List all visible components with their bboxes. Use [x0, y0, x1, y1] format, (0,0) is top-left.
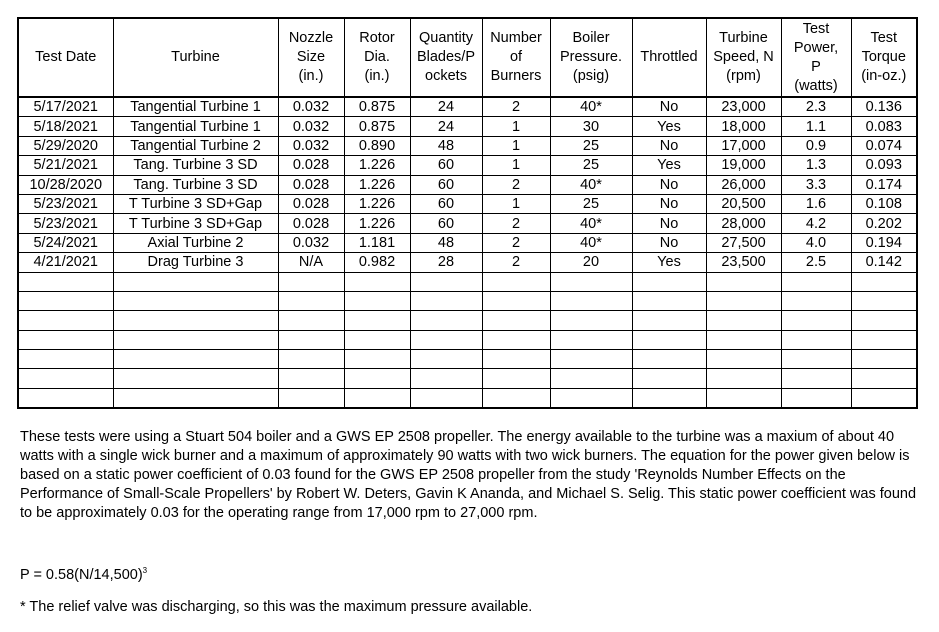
empty-cell [851, 330, 917, 349]
table-cell: 60 [410, 194, 482, 213]
column-header-line: Blades/P [416, 49, 476, 65]
empty-cell [781, 291, 851, 310]
table-cell: 28,000 [706, 214, 781, 233]
column-header-line: Pressure. [559, 49, 623, 65]
empty-cell [18, 350, 113, 369]
table-cell: 20 [550, 253, 632, 272]
table-cell: 0.083 [851, 117, 917, 136]
empty-table-row [18, 291, 917, 310]
table-cell: 25 [550, 136, 632, 155]
table-cell: Tangential Turbine 1 [113, 117, 278, 136]
column-header-line: Test [802, 20, 830, 37]
empty-cell [482, 291, 550, 310]
table-cell: 0.875 [344, 97, 410, 117]
table-row [18, 117, 917, 136]
table-cell: Tangential Turbine 2 [113, 136, 278, 155]
empty-cell [278, 388, 344, 408]
empty-cell [278, 330, 344, 349]
table-cell: 60 [410, 175, 482, 194]
column-header-line: (in.) [364, 68, 390, 84]
table-row [18, 156, 917, 175]
table-cell: 0.032 [278, 136, 344, 155]
empty-cell [550, 291, 632, 310]
table-cell: N/A [278, 253, 344, 272]
empty-cell [278, 291, 344, 310]
empty-cell [781, 272, 851, 291]
column-header-line: Speed, N [713, 49, 774, 65]
table-cell: Drag Turbine 3 [113, 253, 278, 272]
column-header-line: Dia. [364, 49, 390, 65]
notes-paragraph: These tests were using a Stuart 504 boiler and a GWS EP 2508 propeller. The energy available to the turbine was a maxium of about 40 watts with a single wick burner and a maximum of approximately 90 watts with two wick burners. The equation for the power given below is based on a static power coefficient of 0.03 found for the GWS EP 2508 propeller from the study 'Reynolds Number Effects on the Performance of Small-Scale Propellers' by Robert W. Deters, Gavin K Ananda, and Michael S. Selig. This static power coefficient was found to be approximately 0.03 for the operating range from 17,000 rpm to 27,000 rpm. [20, 429, 917, 521]
empty-cell [482, 311, 550, 330]
column-header [278, 18, 344, 97]
table-cell: Yes [632, 117, 706, 136]
table-cell: 24 [410, 117, 482, 136]
empty-cell [113, 311, 278, 330]
table-cell: 2 [482, 214, 550, 233]
table-cell: 5/18/2021 [18, 117, 113, 136]
column-header-line: Test [870, 30, 898, 46]
table-cell: 27,500 [706, 233, 781, 252]
empty-cell [278, 311, 344, 330]
table-cell: 0.136 [851, 97, 917, 117]
empty-cell [410, 350, 482, 369]
table-cell: 4.0 [781, 233, 851, 252]
empty-cell [344, 311, 410, 330]
column-header-line: Quantity [419, 30, 473, 46]
table-cell: 0.202 [851, 214, 917, 233]
empty-cell [550, 388, 632, 408]
empty-cell [706, 311, 781, 330]
empty-cell [344, 272, 410, 291]
column-header-line: Test Date [35, 49, 97, 65]
table-cell: 18,000 [706, 117, 781, 136]
empty-cell [410, 311, 482, 330]
table-cell: 1.1 [781, 117, 851, 136]
table-row [18, 136, 917, 155]
empty-cell [410, 291, 482, 310]
empty-cell [482, 388, 550, 408]
table-cell: 4.2 [781, 214, 851, 233]
table-cell: 40* [550, 214, 632, 233]
column-header-line: Nozzle [288, 30, 334, 46]
table-cell: 19,000 [706, 156, 781, 175]
empty-cell [113, 350, 278, 369]
table-cell: 1.226 [344, 194, 410, 213]
empty-cell [18, 330, 113, 349]
empty-cell [706, 330, 781, 349]
table-cell: 48 [410, 233, 482, 252]
empty-cell [632, 311, 706, 330]
table-cell: 0.982 [344, 253, 410, 272]
empty-cell [113, 388, 278, 408]
empty-cell [482, 369, 550, 388]
column-header [344, 18, 410, 97]
empty-cell [18, 272, 113, 291]
table-cell: Tang. Turbine 3 SD [113, 156, 278, 175]
empty-table-row [18, 369, 917, 388]
table-cell: 0.142 [851, 253, 917, 272]
column-header-line: (in.) [298, 68, 324, 84]
empty-cell [410, 369, 482, 388]
empty-cell [550, 330, 632, 349]
empty-table-row [18, 388, 917, 408]
empty-cell [550, 369, 632, 388]
column-header [632, 18, 706, 97]
empty-cell [278, 350, 344, 369]
empty-cell [706, 369, 781, 388]
empty-cell [18, 388, 113, 408]
table-row [18, 97, 917, 117]
column-header-line: Number [490, 30, 542, 46]
table-cell: 17,000 [706, 136, 781, 155]
table-cell: T Turbine 3 SD+Gap [113, 194, 278, 213]
column-header [851, 18, 917, 97]
empty-cell [706, 388, 781, 408]
column-header-line: ockets [425, 68, 467, 84]
empty-cell [851, 350, 917, 369]
table-cell: 1.226 [344, 156, 410, 175]
table-cell: 2.5 [781, 253, 851, 272]
column-header [410, 18, 482, 97]
empty-cell [632, 350, 706, 369]
table-cell: 2.3 [781, 97, 851, 117]
empty-cell [482, 350, 550, 369]
column-header-line: of [509, 49, 523, 65]
table-cell: 1.181 [344, 233, 410, 252]
empty-cell [18, 311, 113, 330]
empty-cell [410, 272, 482, 291]
empty-cell [781, 350, 851, 369]
empty-cell [781, 388, 851, 408]
column-header-line: Size [296, 49, 326, 65]
footnote: * The relief valve was discharging, so this was the maximum pressure available. [20, 599, 533, 615]
table-cell: 60 [410, 156, 482, 175]
table-header-row [18, 18, 917, 97]
empty-cell [632, 272, 706, 291]
empty-cell [632, 369, 706, 388]
empty-cell [632, 291, 706, 310]
column-header [706, 18, 781, 97]
empty-cell [278, 272, 344, 291]
column-header-line: Power, [793, 39, 839, 56]
table-cell: 2 [482, 97, 550, 117]
table-cell: 60 [410, 214, 482, 233]
table-cell: 1.226 [344, 175, 410, 194]
table-cell: 0.174 [851, 175, 917, 194]
column-header-line: Throttled [640, 49, 698, 65]
table-cell: 1 [482, 156, 550, 175]
table-cell: No [632, 214, 706, 233]
table-cell: 25 [550, 156, 632, 175]
table-cell: 26,000 [706, 175, 781, 194]
column-header-line: (in-oz.) [861, 68, 907, 84]
empty-cell [781, 330, 851, 349]
table-cell: 2 [482, 233, 550, 252]
table-cell: 24 [410, 97, 482, 117]
table-cell: 0.9 [781, 136, 851, 155]
table-cell: 0.194 [851, 233, 917, 252]
empty-cell [851, 369, 917, 388]
empty-cell [632, 388, 706, 408]
empty-table-row [18, 330, 917, 349]
empty-cell [344, 291, 410, 310]
table-cell: 25 [550, 194, 632, 213]
column-header [550, 18, 632, 97]
table-body [18, 97, 917, 408]
table-cell: 4/21/2021 [18, 253, 113, 272]
empty-cell [851, 291, 917, 310]
empty-cell [706, 350, 781, 369]
table-row [18, 194, 917, 213]
table-cell: 5/23/2021 [18, 194, 113, 213]
power-equation [20, 561, 920, 585]
empty-cell [781, 311, 851, 330]
empty-table-row [18, 272, 917, 291]
table-row [18, 253, 917, 272]
table-cell: Axial Turbine 2 [113, 233, 278, 252]
column-header-line: Turbine [719, 30, 768, 46]
table-cell: 1.6 [781, 194, 851, 213]
empty-cell [344, 369, 410, 388]
table-cell: 1 [482, 117, 550, 136]
table-row [18, 233, 917, 252]
empty-cell [344, 330, 410, 349]
table-cell: 2 [482, 175, 550, 194]
table-cell: 20,500 [706, 194, 781, 213]
table-cell: 1 [482, 136, 550, 155]
equation-base: P = 0.58(N/14,500) [20, 566, 143, 583]
column-header-line: Burners [490, 68, 542, 84]
empty-cell [851, 311, 917, 330]
table-cell: 40* [550, 233, 632, 252]
table-cell: 3.3 [781, 175, 851, 194]
table-cell: 0.032 [278, 233, 344, 252]
table-cell: 0.028 [278, 214, 344, 233]
column-header-line: Torque [861, 49, 906, 65]
table-cell: 1.3 [781, 156, 851, 175]
empty-cell [632, 330, 706, 349]
column-header [482, 18, 550, 97]
table-cell: 2 [482, 253, 550, 272]
table-cell: 48 [410, 136, 482, 155]
empty-cell [113, 369, 278, 388]
table-cell: 30 [550, 117, 632, 136]
column-header-line: (rpm) [726, 68, 761, 84]
table-cell: 1.226 [344, 214, 410, 233]
table-cell: 5/29/2020 [18, 136, 113, 155]
table-cell: No [632, 97, 706, 117]
table-cell: Tang. Turbine 3 SD [113, 175, 278, 194]
column-header [113, 18, 278, 97]
table-cell: 0.074 [851, 136, 917, 155]
table-row [18, 175, 917, 194]
table-cell: 0.028 [278, 194, 344, 213]
equation-exponent: 3 [142, 566, 148, 575]
empty-cell [851, 388, 917, 408]
table-cell: 23,000 [706, 97, 781, 117]
table-cell: Tangential Turbine 1 [113, 97, 278, 117]
empty-cell [113, 272, 278, 291]
empty-cell [410, 330, 482, 349]
empty-cell [278, 369, 344, 388]
column-header-line: P [811, 58, 821, 75]
empty-cell [482, 330, 550, 349]
column-header-line: Rotor [359, 30, 395, 46]
column-header-line: Boiler [572, 30, 610, 46]
column-header [18, 18, 113, 97]
table-row [18, 214, 917, 233]
table-cell: No [632, 233, 706, 252]
table-cell: Yes [632, 253, 706, 272]
empty-cell [410, 388, 482, 408]
table-cell: No [632, 136, 706, 155]
empty-cell [18, 291, 113, 310]
empty-cell [482, 272, 550, 291]
empty-cell [344, 350, 410, 369]
empty-cell [851, 272, 917, 291]
table-cell: T Turbine 3 SD+Gap [113, 214, 278, 233]
empty-table-row [18, 311, 917, 330]
turbine-test-table [17, 17, 918, 409]
table-cell: 40* [550, 175, 632, 194]
empty-cell [706, 272, 781, 291]
table-cell: 5/24/2021 [18, 233, 113, 252]
table-cell: 0.890 [344, 136, 410, 155]
empty-cell [113, 330, 278, 349]
empty-cell [706, 291, 781, 310]
table-cell: 0.108 [851, 194, 917, 213]
empty-cell [18, 369, 113, 388]
column-header-line: (psig) [572, 68, 610, 84]
table-cell: 40* [550, 97, 632, 117]
table-cell: 5/17/2021 [18, 97, 113, 117]
column-header [781, 18, 851, 97]
table-cell: 0.032 [278, 97, 344, 117]
table-cell: 23,500 [706, 253, 781, 272]
table-cell: 0.028 [278, 156, 344, 175]
table-cell: 10/28/2020 [18, 175, 113, 194]
table-cell: 5/21/2021 [18, 156, 113, 175]
table-cell: No [632, 175, 706, 194]
empty-cell [344, 388, 410, 408]
column-header-line: Turbine [171, 49, 220, 65]
table-cell: 0.875 [344, 117, 410, 136]
empty-cell [550, 350, 632, 369]
empty-cell [550, 272, 632, 291]
empty-cell [113, 291, 278, 310]
table-cell: No [632, 194, 706, 213]
table-cell: 5/23/2021 [18, 214, 113, 233]
column-header-line: (watts) [794, 77, 838, 94]
empty-cell [550, 311, 632, 330]
table-cell: Yes [632, 156, 706, 175]
empty-cell [781, 369, 851, 388]
table-cell: 28 [410, 253, 482, 272]
table-cell: 0.028 [278, 175, 344, 194]
table-cell: 1 [482, 194, 550, 213]
table-cell: 0.093 [851, 156, 917, 175]
empty-table-row [18, 350, 917, 369]
table-cell: 0.032 [278, 117, 344, 136]
